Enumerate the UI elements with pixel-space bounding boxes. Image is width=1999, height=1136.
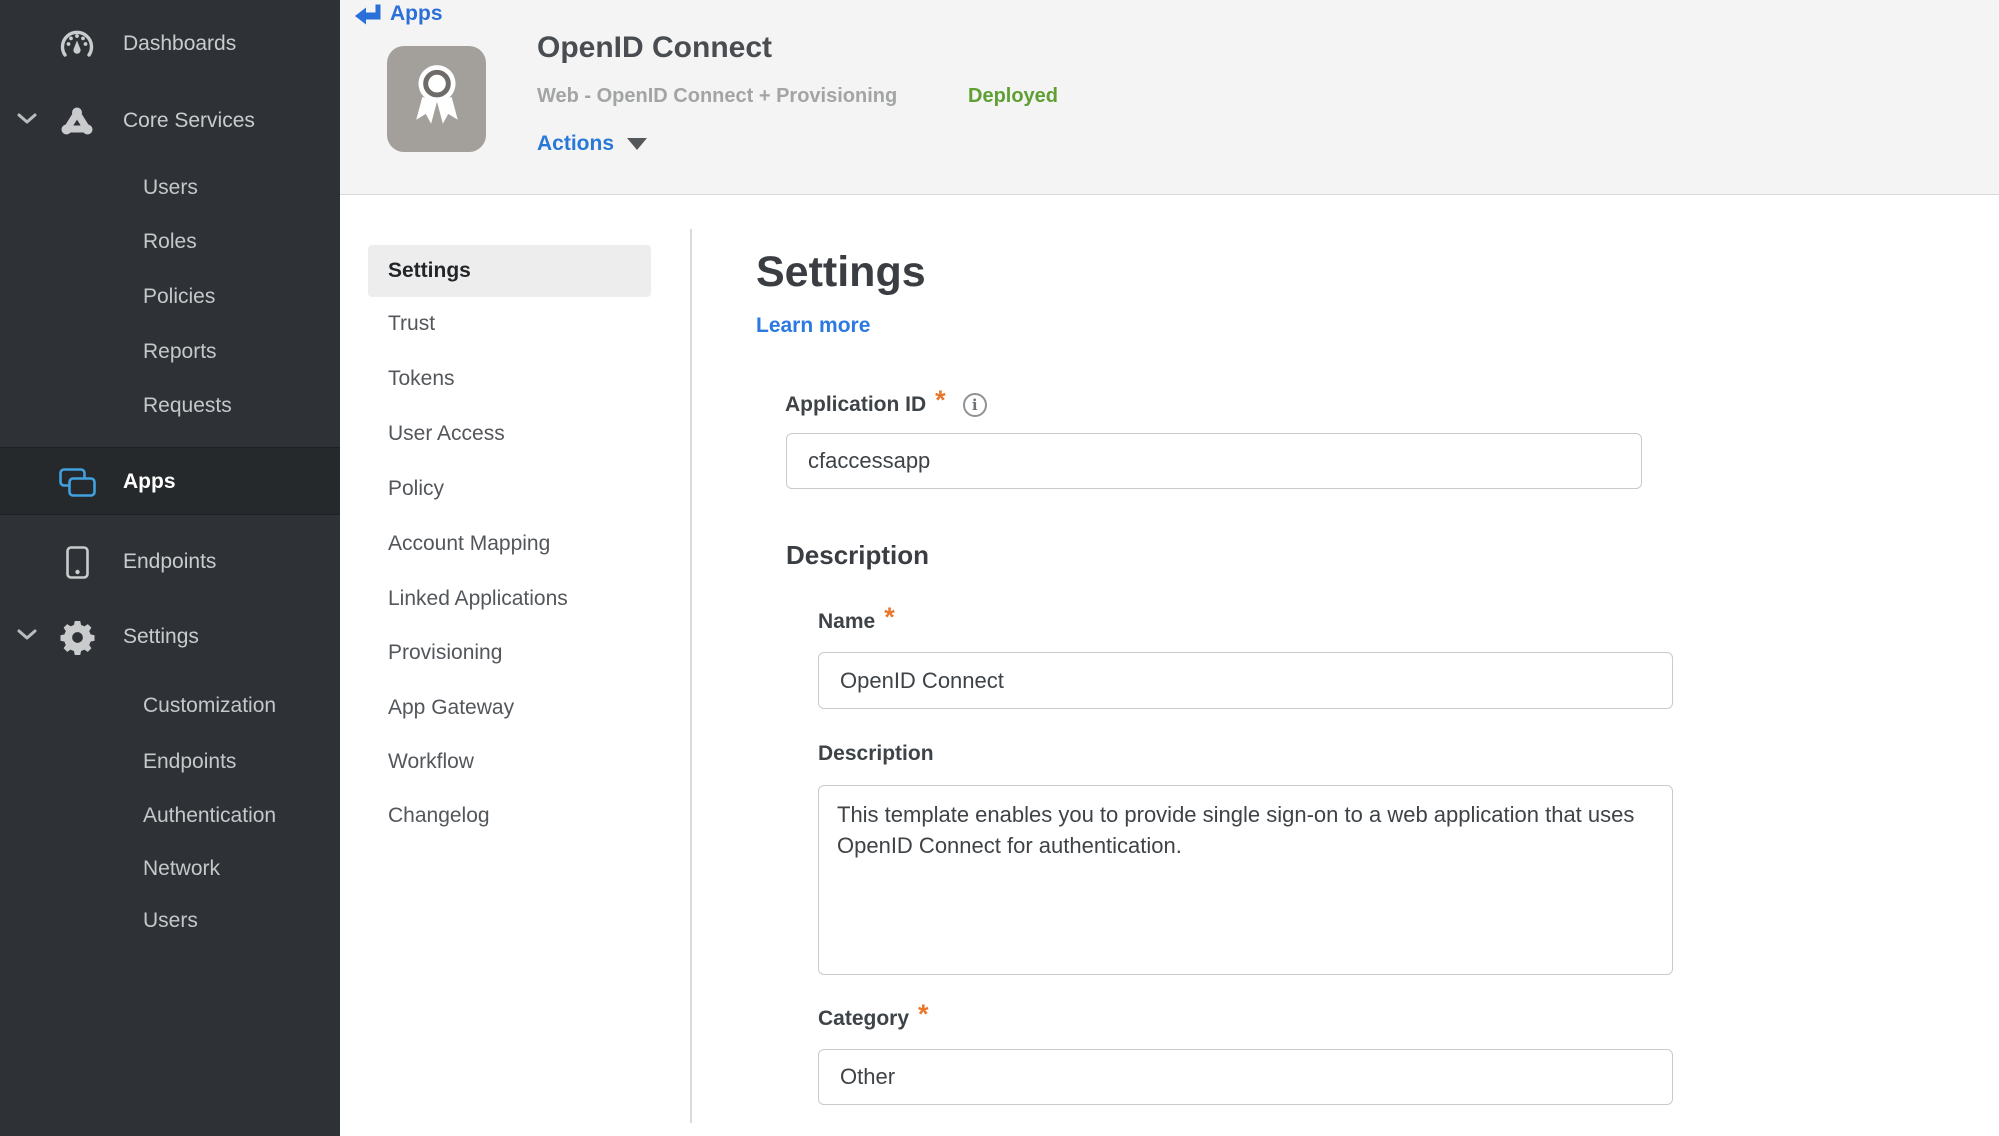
- back-arrow-icon: [355, 4, 381, 25]
- sidebar-item-network[interactable]: Network: [143, 857, 221, 880]
- tab-policy[interactable]: Policy: [388, 477, 445, 500]
- sidebar-item-label: Dashboards: [123, 32, 237, 55]
- tab-app-gateway[interactable]: App Gateway: [388, 696, 515, 719]
- actions-label: Actions: [537, 132, 615, 155]
- section-heading-settings: Settings: [756, 248, 926, 296]
- sidebar-item-label: Settings: [123, 625, 199, 648]
- chevron-down-icon[interactable]: [16, 628, 38, 646]
- sidebar-item-policies[interactable]: Policies: [143, 285, 216, 308]
- required-asterisk: *: [884, 602, 895, 632]
- main-area: [340, 0, 1999, 1136]
- tab-provisioning[interactable]: Provisioning: [388, 641, 503, 664]
- required-asterisk: *: [935, 385, 946, 415]
- tab-linked-applications[interactable]: Linked Applications: [388, 587, 568, 610]
- name-input[interactable]: [818, 652, 1673, 709]
- tab-changelog[interactable]: Changelog: [388, 804, 490, 827]
- actions-menu-button[interactable]: [537, 132, 647, 156]
- sidebar-item-authentication[interactable]: Authentication: [143, 804, 277, 827]
- sidebar-item-endpoints-settings[interactable]: Endpoints: [143, 750, 237, 773]
- divider: [690, 229, 692, 1123]
- sidebar-item-customization[interactable]: Customization: [143, 694, 277, 717]
- sidebar-item-reports[interactable]: Reports: [143, 340, 217, 363]
- description-textarea[interactable]: [818, 785, 1673, 975]
- sidebar-item-roles[interactable]: Roles: [143, 230, 197, 253]
- app-header: [340, 0, 1999, 195]
- award-ribbon-icon: [408, 61, 466, 137]
- application-id-label: Application ID * i: [785, 389, 987, 420]
- gauge-icon: [58, 29, 96, 60]
- sidebar: [0, 0, 340, 1136]
- back-label: Apps: [390, 2, 443, 25]
- cluster-icon: [58, 107, 96, 136]
- category-input[interactable]: [818, 1049, 1673, 1105]
- status-badge: Deployed: [968, 85, 1059, 107]
- description-label: Description: [818, 742, 934, 765]
- tab-trust[interactable]: Trust: [388, 312, 436, 335]
- caret-down-icon: [627, 138, 647, 150]
- sidebar-item-requests[interactable]: Requests: [143, 394, 232, 417]
- page-title: OpenID Connect: [537, 31, 773, 64]
- name-label: Name *: [818, 602, 895, 633]
- description-section-heading: Description: [786, 540, 930, 570]
- app-logo: [387, 46, 486, 152]
- app-subtitle: Web - OpenID Connect + Provisioning: [537, 85, 898, 107]
- info-icon[interactable]: i: [963, 393, 987, 417]
- sidebar-item-label: Apps: [123, 470, 176, 493]
- apps-icon: [58, 468, 96, 497]
- sidebar-item-label: Endpoints: [123, 550, 217, 573]
- chevron-down-icon[interactable]: [16, 112, 38, 130]
- tab-settings[interactable]: Settings: [388, 259, 471, 282]
- tab-user-access[interactable]: User Access: [388, 422, 505, 445]
- sidebar-item-apps-active[interactable]: [0, 447, 340, 515]
- tablet-icon: [58, 546, 96, 579]
- category-label: Category *: [818, 999, 929, 1030]
- tab-account-mapping[interactable]: Account Mapping: [388, 532, 551, 555]
- tab-tokens[interactable]: Tokens: [388, 367, 455, 390]
- gear-icon: [58, 620, 96, 655]
- required-asterisk: *: [918, 999, 929, 1029]
- sidebar-item-users-settings[interactable]: Users: [143, 909, 198, 932]
- learn-more-link[interactable]: Learn more: [756, 314, 871, 337]
- application-id-input[interactable]: [786, 433, 1642, 489]
- tab-workflow[interactable]: Workflow: [388, 750, 474, 773]
- back-to-apps-link[interactable]: [355, 2, 443, 26]
- sidebar-item-users[interactable]: Users: [143, 176, 198, 199]
- sidebar-item-label: Core Services: [123, 109, 255, 132]
